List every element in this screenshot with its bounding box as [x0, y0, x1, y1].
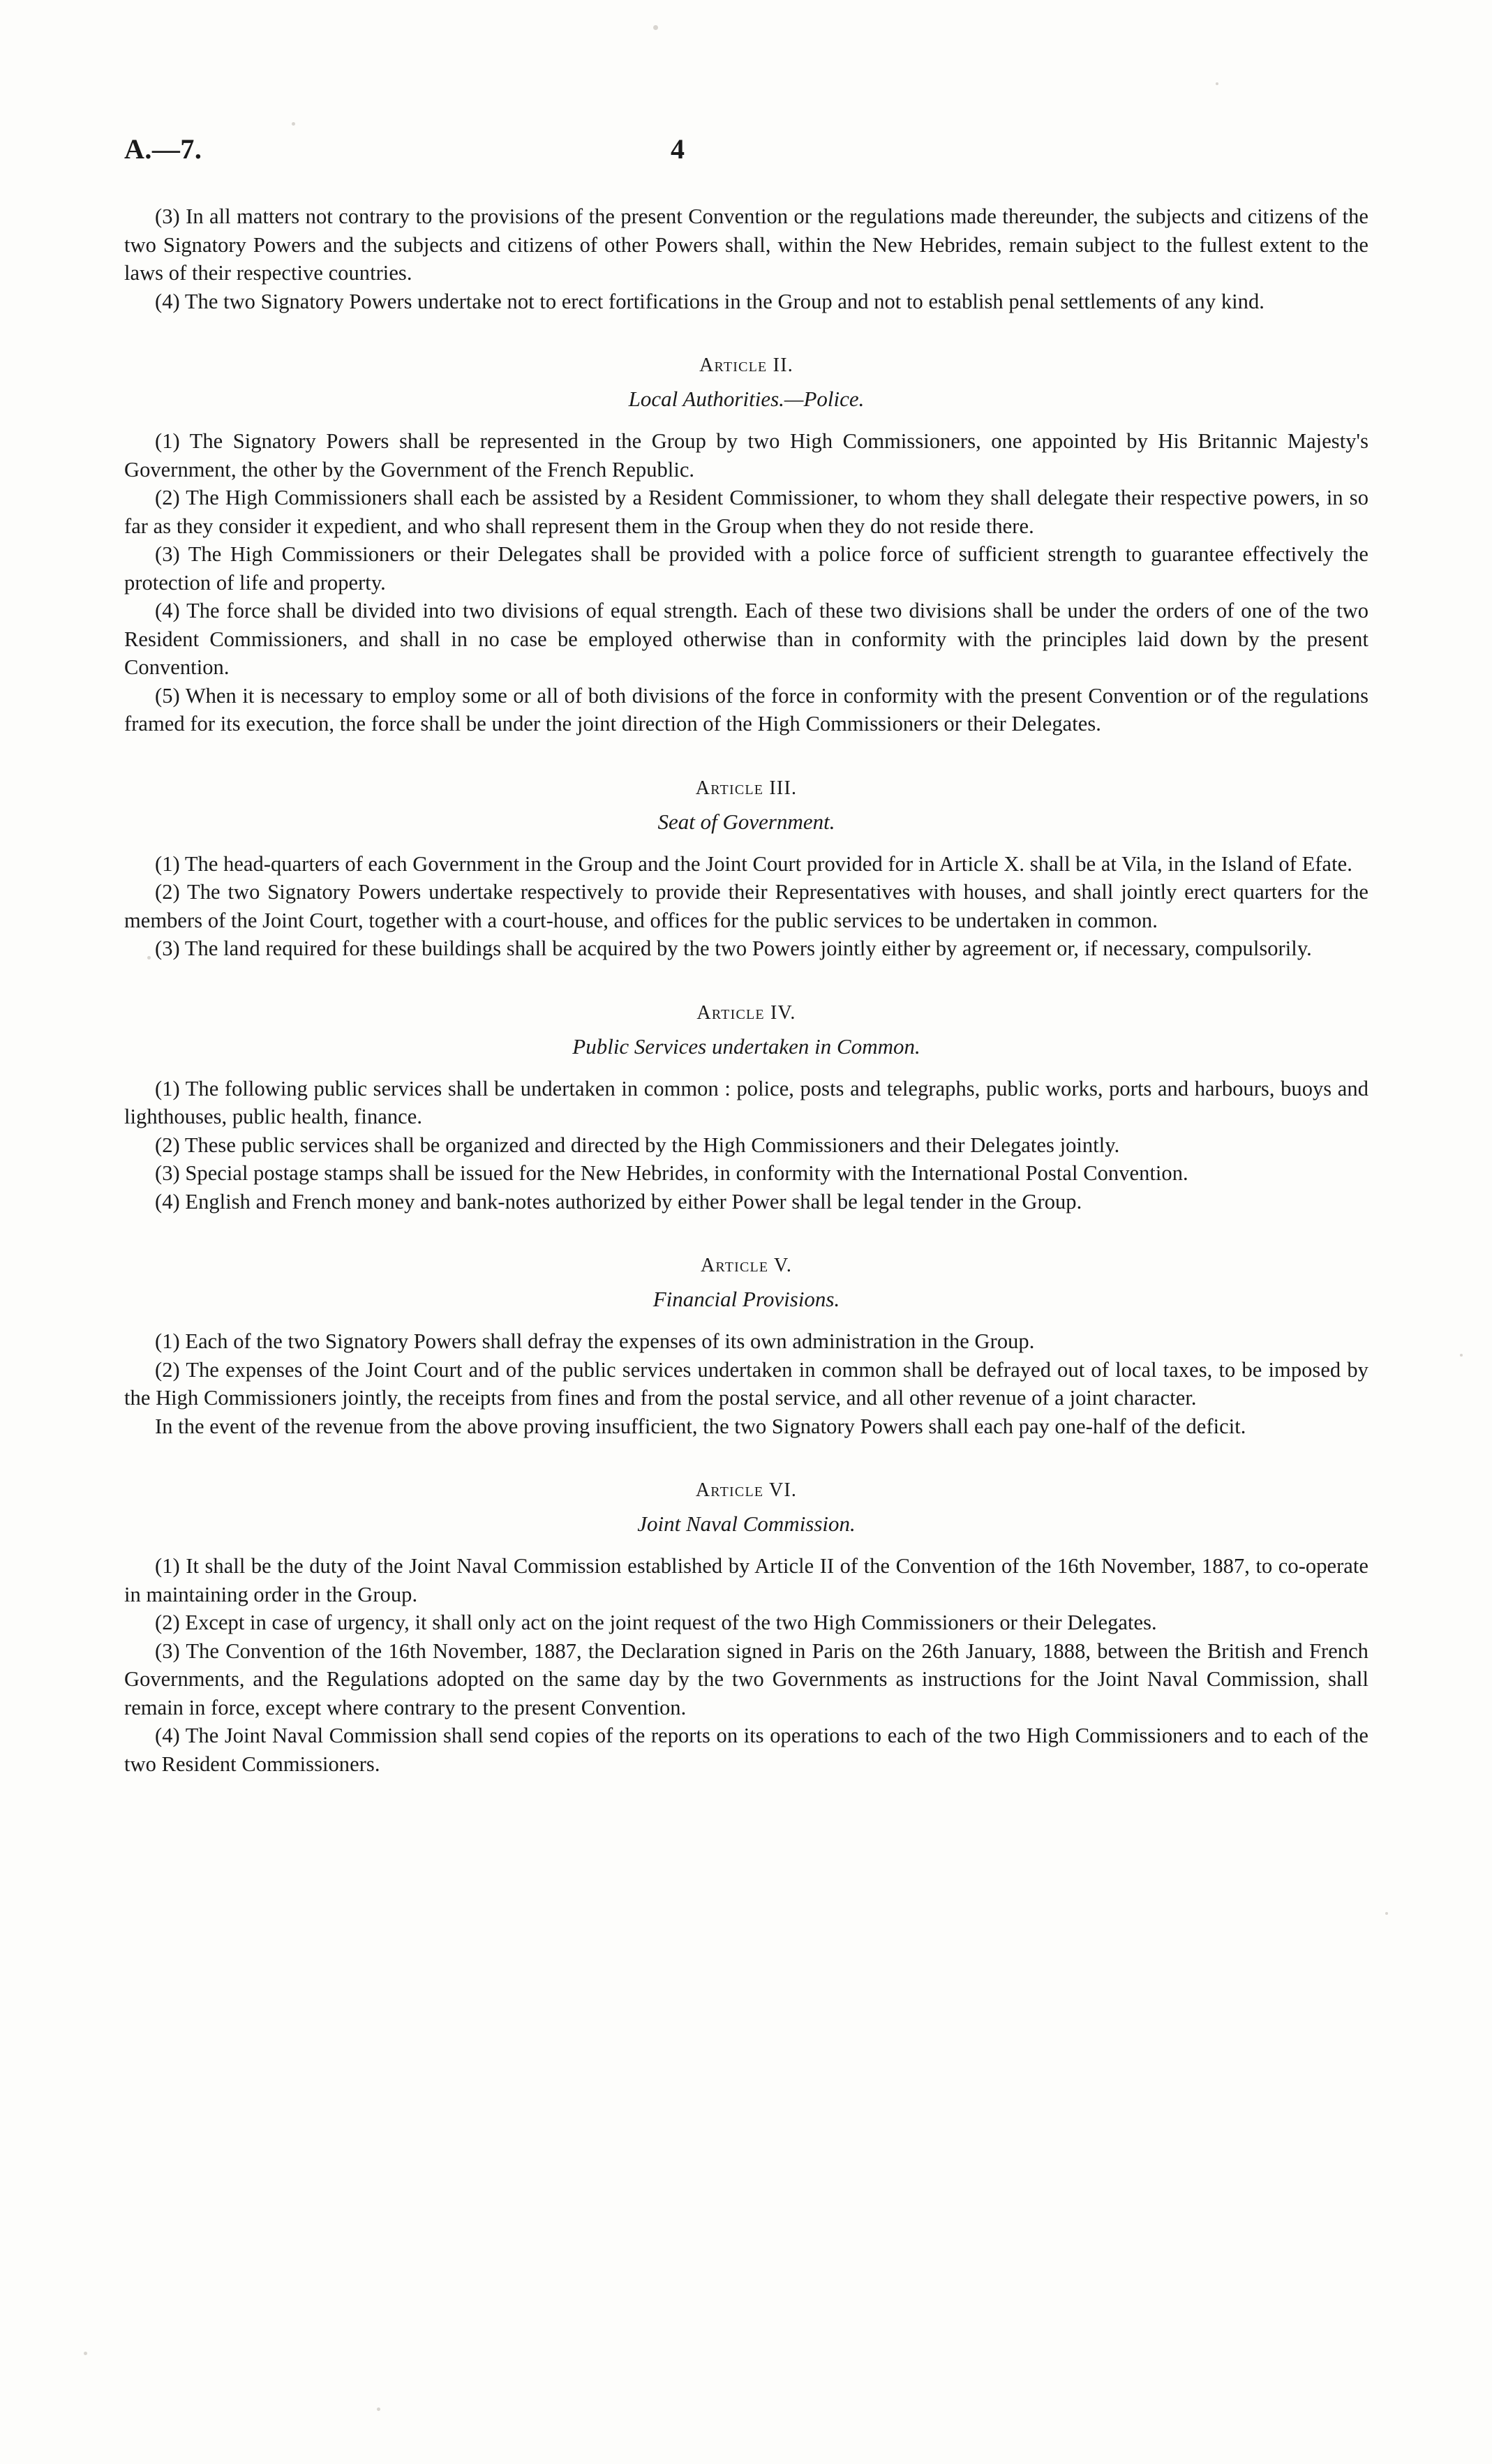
paragraph: (1) Each of the two Signatory Powers shall defray the expenses of its own administration in the Group. — [155, 1329, 1035, 1353]
paragraph: (3) The High Commissioners or their Delegates shall be provided with a police force of sufficient strength to guarantee effectively the protection of life and property. — [124, 542, 1368, 595]
paragraph: (2) The High Commissioners shall each be assisted by a Resident Commissioner, to whom they shall delegate their respective powers, in so far as they consider it expedient, and who shall represent them in the Group when they do not reside there. — [124, 486, 1368, 538]
spacer — [124, 835, 1368, 850]
document-body — [124, 202, 1368, 1778]
paragraph: (2) The two Signatory Powers undertake respectively to provide their Representatives with houses, and shall jointly erect quarters for the members of the Joint Court, together with a court-house, and offices for the public services to be undertaken in common. — [124, 880, 1368, 932]
article-heading: Article IV. — [696, 1001, 796, 1024]
scan-speck — [653, 25, 658, 30]
document-reference: A.—7. — [124, 133, 202, 165]
paragraph: (1) The head-quarters of each Government in the Group and the Joint Court provided for in Article X. shall be at Vila, in the Island of Efate. — [155, 851, 1352, 876]
paragraph: (4) The Joint Naval Commission shall send copies of the reports on its operations to each of the two High Commissioners and to each of the two Resident Commissioners. — [124, 1724, 1368, 1776]
paragraph: (3) The Convention of the 16th November, 1887, the Declaration signed in Paris on the 26th January, 1888, between the British and French Governments, and the Regulations adopted on the same day by the two Governments as instructions for the Joint Naval Commission, shall remain in force, except where contrary to the present Convention. — [124, 1638, 1368, 1719]
paragraph: (4) The two Signatory Powers undertake not to erect fortifications in the Group and not to establish penal settlements of any kind. — [155, 289, 1265, 313]
paragraph: (3) The land required for these buildings shall be acquired by the two Powers jointly either by agreement or, if necessary, compulsorily. — [155, 936, 1312, 960]
spacer — [124, 800, 1368, 809]
scan-speck — [1460, 1354, 1463, 1357]
spacer — [124, 315, 1368, 354]
scan-speck — [292, 122, 295, 126]
spacer — [124, 1277, 1368, 1287]
scan-speck — [84, 2352, 87, 2355]
scan-speck — [1385, 1912, 1388, 1915]
paragraph: (2) These public services shall be organized and directed by the High Commissioners and their Delegates jointly. — [155, 1133, 1120, 1157]
paragraph: (3) Special postage stamps shall be issued for the New Hebrides, in conformity with the International Postal Convention. — [155, 1161, 1188, 1185]
spacer — [124, 1024, 1368, 1034]
paragraph: (1) The Signatory Powers shall be represented in the Group by two High Commissioners, one appointed by His Britannic Majesty's Government, the other by the Government of the French Republic. — [124, 429, 1368, 481]
spacer — [124, 1440, 1368, 1479]
spacer — [124, 1216, 1368, 1255]
page-header — [0, 133, 1492, 174]
paragraph: (1) It shall be the duty of the Joint Naval Commission established by Article II of the Convention of the 16th November, 1887, to co-operate in maintaining order in the Group. — [124, 1554, 1368, 1606]
page-number: 4 — [671, 133, 685, 165]
spacer — [124, 1537, 1368, 1552]
paragraph: (2) Except in case of urgency, it shall only act on the joint request of the two High Commissioners or their Delegates. — [155, 1611, 1157, 1634]
paragraph: (3) In all matters not contrary to the provisions of the present Convention or the regulations made thereunder, the subjects and citizens of the two Signatory Powers and the subjects and citizens of other Powers shall, within the New Hebrides, remain subject to the fullest extent to the laws of their respective countries. — [124, 204, 1368, 285]
article-subtitle: Joint Naval Commission. — [637, 1511, 856, 1536]
spacer — [124, 377, 1368, 387]
article-subtitle: Financial Provisions. — [652, 1287, 840, 1311]
article-subtitle: Seat of Government. — [657, 809, 835, 834]
article-subtitle: Public Services undertaken in Common. — [572, 1033, 920, 1059]
article-heading: Article VI. — [695, 1479, 798, 1501]
paragraph: (5) When it is necessary to employ some or all of both divisions of the force in conformity with the present Convention or of the regulations framed for its execution, the force shall be under the joint direction of the High Commissioners or their Delegates. — [124, 683, 1368, 736]
scan-speck — [1216, 82, 1218, 85]
paragraph: (1) The following public services shall be undertaken in common : police, posts and telegraphs, public works, ports and harbours, buoys and lighthouses, public health, finance. — [124, 1076, 1368, 1128]
article-subtitle: Local Authorities.—Police. — [628, 387, 865, 411]
spacer — [124, 738, 1368, 777]
article-heading: Article II. — [699, 354, 793, 376]
scan-speck — [377, 2407, 380, 2411]
article-heading: Article V. — [700, 1255, 793, 1276]
spacer — [124, 963, 1368, 1002]
article-heading: Article III. — [695, 777, 798, 799]
spacer — [124, 1312, 1368, 1327]
spacer — [124, 1502, 1368, 1511]
paragraph: (4) English and French money and bank-notes authorized by either Power shall be legal tender in the Group. — [155, 1189, 1082, 1214]
paragraph: In the event of the revenue from the above proving insufficient, the two Signatory Powers shall each pay one-half of the deficit. — [155, 1414, 1246, 1438]
spacer — [124, 1059, 1368, 1075]
spacer — [124, 412, 1368, 427]
paragraph: (4) The force shall be divided into two divisions of equal strength. Each of these two divisions shall be under the orders of one of the two Resident Commissioners, and shall in no case be employed otherwise than in conformity with the principles laid down by the present Convention. — [124, 599, 1368, 679]
paragraph: (2) The expenses of the Joint Court and of the public services undertaken in common shall be defrayed out of local taxes, to be imposed by the High Commissioners jointly, the receipts from fines and from the postal service, and all other revenue of a joint character. — [124, 1357, 1368, 1410]
